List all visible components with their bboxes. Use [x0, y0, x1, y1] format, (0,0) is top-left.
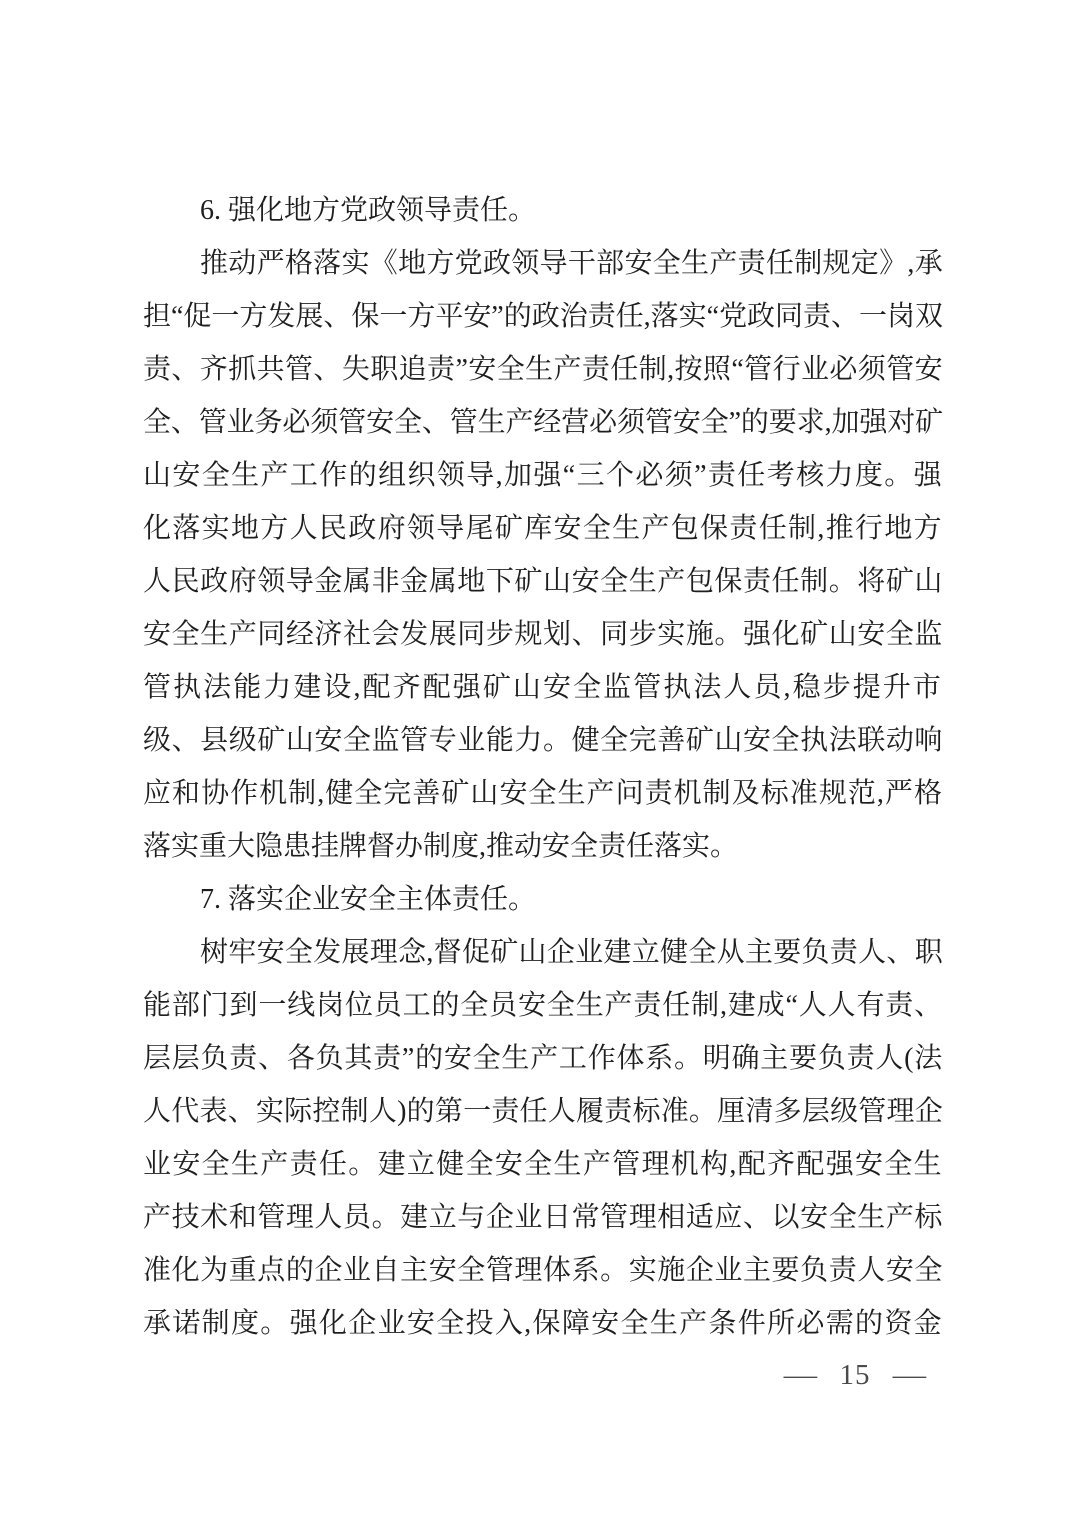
text-line: 人民政府领导金属非金属地下矿山安全生产包保责任制。将矿山: [143, 566, 943, 597]
footer-right-dash: —: [892, 1358, 927, 1391]
text-line: 全、管业务必须管安全、管生产经营必须管安全”的要求,加强对矿: [143, 407, 943, 438]
text-line: 业安全生产责任。建立健全安全生产管理机构,配齐配强安全生: [143, 1149, 943, 1180]
text-line: 准化为重点的企业自主安全管理体系。实施企业主要负责人安全: [143, 1255, 943, 1286]
text-line: 担“促一方发展、保一方平安”的政治责任,落实“党政同责、一岗双: [143, 301, 943, 332]
text-line: 应和协作机制,健全完善矿山安全生产问责机制及标准规范,严格: [143, 778, 943, 809]
text-line: 人代表、实际控制人)的第一责任人履责标准。厘清多层级管理企: [143, 1096, 943, 1127]
page-footer: [743, 1354, 967, 1396]
page-number: 15: [839, 1358, 871, 1391]
text-line: 能部门到一线岗位员工的全员安全生产责任制,建成“人人有责、: [143, 990, 943, 1021]
text-line: 山安全生产工作的组织领导,加强“三个必须”责任考核力度。强: [143, 460, 943, 491]
text-line: 责、齐抓共管、失职追责”安全生产责任制,按照“管行业必须管安: [143, 354, 943, 385]
section-heading: 7. 落实企业安全主体责任。: [200, 884, 537, 915]
footer-left-dash: —: [783, 1358, 818, 1391]
text-line: 管执法能力建设,配齐配强矿山安全监管执法人员,稳步提升市: [143, 672, 943, 703]
section-heading: 6. 强化地方党政领导责任。: [200, 195, 537, 226]
text-line: 落实重大隐患挂牌督办制度,推动安全责任落实。: [143, 831, 739, 862]
document-body: [143, 184, 943, 1350]
text-line: 承诺制度。强化企业安全投入,保障安全生产条件所必需的资金: [143, 1308, 943, 1339]
text-line: 推动严格落实《地方党政领导干部安全生产责任制规定》,承: [200, 248, 943, 279]
text-line: 化落实地方人民政府领导尾矿库安全生产包保责任制,推行地方: [143, 513, 943, 544]
text-line: 安全生产同经济社会发展同步规划、同步实施。强化矿山安全监: [143, 619, 943, 650]
text-line: 层层负责、各负其责”的安全生产工作体系。明确主要负责人(法: [143, 1043, 943, 1074]
text-line: 树牢安全发展理念,督促矿山企业建立健全从主要负责人、职: [200, 937, 943, 968]
text-line: 产技术和管理人员。建立与企业日常管理相适应、以安全生产标: [143, 1202, 943, 1233]
text-line: 级、县级矿山安全监管专业能力。健全完善矿山安全执法联动响: [143, 725, 943, 756]
